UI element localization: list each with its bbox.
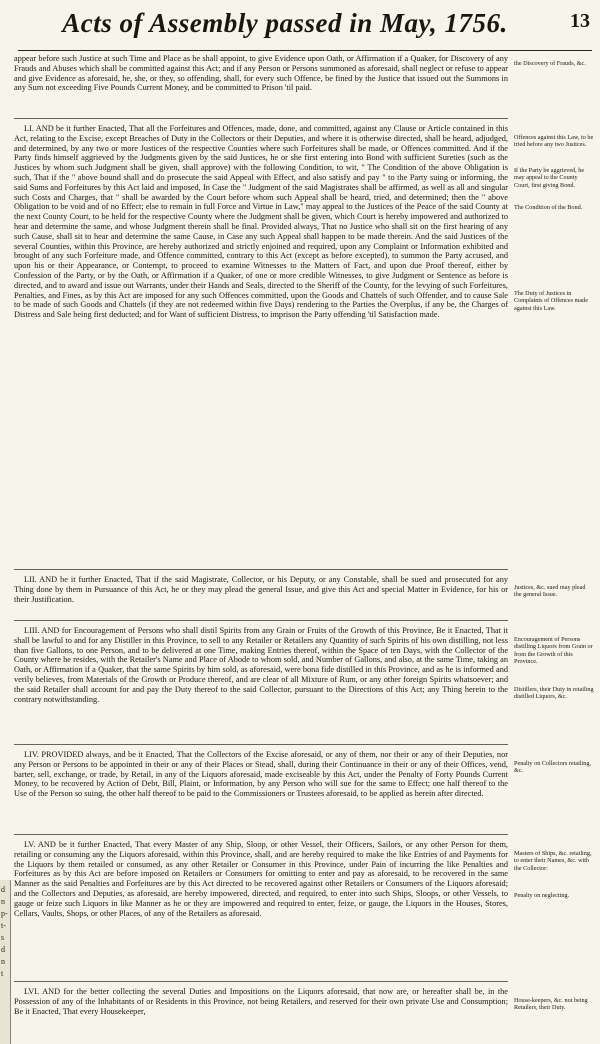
edge-fragment: t- (1, 921, 6, 930)
section-liv: LIV. PROVIDED always, and be it Enacted, That the Collectors of the Excise aforesaid, or any of them, nor their or any of their Deputies, nor any Person or Persons to be appointed in their or any of their Places or Stead, shall, during their Continuance in their or any of their Offices, vend, barter, sell, exchange, or trade, by Retail, in any of the Liquors aforesaid, made exciseable by this Act, under the Penalty of Forty Pounds Current Money, to be recovered by Action of Debt, Bill, Plaint, or Information, by any Person who will sue for the same to Effect; one half thereof to the Use of the Person so suing, the other half thereof to be paid to the Commissioners or Trustees aforesaid, to be applied as herein after directed. (14, 750, 508, 799)
section-divider (14, 834, 508, 835)
section-divider (14, 620, 508, 621)
edge-fragment: p- (1, 909, 8, 918)
margin-note: House-keepers, &c. not being Retailers, their Duty. (514, 997, 588, 1012)
edge-fragment: t (1, 969, 4, 978)
edge-fragment: d (1, 885, 5, 894)
margin-note: The Condition of the Bond. (514, 204, 583, 211)
paragraph-continuation: appear before such Justice at such Time and Place as he shall appoint, to give Evidence upon Oath, or Affirmation if a Quaker, for Discovery of any Frauds and Abuses which shall be committed against this Act; and if any Person or Persons summoned as aforesaid, shall neglect or refuse to appear and give Evidence as aforesaid, he, she, or they, so offending, shall, for every such Offence, be fined by the Justice that issued out the Summons in any Sum not exceeding Five Pounds Current Money, and be committed to Prison 'til paid. (14, 54, 508, 93)
section-lii: LII. AND be it further Enacted, That if the said Magistrate, Collector, or his Deputy, or any Constable, shall be sued and prosecuted for any Thing done by them in Pursuance of this Act, he or they may plead the general Issue, and give this Act and special Matter in Evidence, for his or their Justification. (14, 575, 508, 604)
margin-note: Justices, &c. sued may plead the general Issue. (514, 584, 586, 599)
section-divider (14, 118, 508, 119)
section-divider (14, 569, 508, 570)
edge-fragment: n (1, 957, 5, 966)
running-title: Acts of Assembly passed in May, 1756. (62, 8, 508, 38)
edge-fragment: s (1, 933, 5, 942)
section-divider (14, 744, 508, 745)
margin-note: If the Party be aggrieved, he may appeal to the County Court, first giving Bond. (514, 167, 585, 189)
page-number: 13 (570, 10, 590, 32)
section-lv: LV. AND be it further Enacted, That every Master of any Ship, Sloop, or other Vessel, their Officers, Sailors, or any other Person for them, retailing or consuming any the Liquors aforesaid, within this Province, shall, and are hereby required to make the like Entries of and Payments for the Liquors by them retailed or consumed, as any other Retailer or Consumer in this Province, under Pain of incurring the like Penalties and Forfeitures as by this Act are before imposed on Retailers or Consumers for omitting to enter and pay as aforesaid, to be recovered in the same Manner as the said Penalties and Forfeitures are by this Act directed to be recovered against other Retailers or Consumers of the Liquors aforesaid; and the Collectors and Deputies, as aforesaid, are hereby impowered, directed, and required, to enter into such Ships, Sloops, or other Vessels, to gauge or feize such Liquors in like Manner as he or they are impowered and required to enter, feize, or gauge, the Liquors in the Houses, Stores, Cellars, Vaults, Shops, or other Places, of any of the Retailers as aforesaid. (14, 840, 508, 918)
page-header (18, 6, 592, 51)
margin-note: Offences against this Law, to be tried before any two Justices. (514, 134, 594, 149)
margin-note: The Duty of Justices in Complaints of Offences made against this Law. (514, 290, 588, 312)
margin-note: Penalty on Collectors retailing, &c. (514, 760, 591, 775)
section-divider (14, 981, 508, 982)
margin-note: the Discovery of Frauds, &c. (514, 60, 586, 67)
edge-fragment: n (1, 897, 5, 906)
margin-note: Encouragement of Persons distilling Liquors from Grain or from the Growth of this Province. (514, 636, 593, 666)
margin-note: Penalty on neglecting. (514, 892, 570, 899)
edge-fragment: d (1, 945, 5, 954)
margin-note: Distillers, their Duty in retailing distilled Liquors, &c. (514, 686, 594, 701)
section-liii: LIII. AND for Encouragement of Persons who shall distil Spirits from any Grain or Fruits of the Growth of this Province, Be it Enacted, That it shall be lawful to and for any Distiller in this Province, to sell to any Retailer or Retailers any Quantity of such Spirits of his own distilling, not less than five Gallons, to one Person, and to be delivered at one Time, making Entries thereof, within the Space of ten Days, with the Collector of the County where he resides, with the Retailer's Name and Place of Abode to whom sold, and Number of Gallons, and also, at the same Time, taking an Oath, or Affirmation if a Quaker, that the same Spirits by him sold, as aforesaid, were bona fide distilled in this Province, and as he is informed and verily believes, from Materials of the Growth or Produce thereof, and are clear of all Mixture of Rum, or any other foreign Spirits whatsoever; and the said Retailer shall account for and pay the Duty thereof to the said Collector, pursuant to the Directions of this Act; any Thing herein to the contrary notwithstanding. (14, 626, 508, 704)
adjacent-page-fragments (1, 884, 10, 980)
section-li: LI. AND be it further Enacted, That all the Forfeitures and Offences, made, done, and committed, against any Clause or Article contained in this Act, relating to the Excise, except Breaches of Duty in the Collectors or their Deputies, and where it is otherwise directed, shall be heard, adjudged, and determined, by any two or more Justices of the respective Counties where such Forfeitures shall be made, or Offences committed. And if the Party finds himself aggrieved by the Judgments given by the said Justices, he or she first entering into Bond with sufficient Sureties (such as the Justices by whom such Judgment shall be given, shall approve) with the following Condition, to wit, " The Condition of the above Obligation is such, That if the " above bound shall and do prosecute the said Appeal with Effect, and also satisfy and pay " to the Party suing or informing, the said Sums and Forfeitures by this Act laid and imposed, In Case the " Judgment of the said Magistrates shall be affirmed, as well as all and singular such Costs and Charges, that " shall be awarded by the Court before whom such Appeal shall be heard, tried, and determined; then the " above Obligation to be void and of no Effect; else to remain in full Force and Virtue in Law," may appeal to the Justices of the Peace of the said County at the next County Court, to be held for the respective County where the Judgment shall be given, which Court is hereby impowered and authorized to hear and determine the same, and whose Judgment therein shall be final. Provided always, That no Justice who shall sit on the first hearing of any such Cause, shall sit to hear and determine the same Cause, in Case any such Appeal shall happen to be made therein. And the said Justices of the several Counties, within this Province, are hereby authorized and strictly enjoined and required, upon any Complaint or Information exhibited and brought of any such Forfeiture made, and Offence committed, contrary to this Act (except as before excepted), to summon the Party accused, and upon his or their Appearance, or Contempt, to proceed to examine Witnesses to the Matters of Fact, and upon due Proof thereof, either by Confession of the Party, or by the Oath, or Affirmation if a Quaker, of one or more credible Witnesses, to give Judgment or Sentence as before is directed, and to award and issue out Warrants, under their Hands and Seals, directed to the Sheriff of the County, for the levying of such Forfeitures, Penalties, and Fines, as by this Act are imposed for any such Offences committed, upon the Goods and Chattels of such Offender, and to cause Sale to be made of such Goods and Chattels (if they are not redeemed within five Days) rendering to the Parties the Overplus, if any be, the Charges of Distress and Sale being first deducted; and for Want of sufficient Distress, to imprison the Party offending 'til Satisfaction made. (14, 124, 508, 320)
section-lvi: LVI. AND for the better collecting the several Duties and Impositions on the Liquors aforesaid, that now are, or hereafter shall be, in the Possession of any of the Inhabitants of or Residents in this Province, not being Retailers, and reserved for their own private Use and Consumption; Be it Enacted, That every Housekeeper, (14, 987, 508, 1016)
margin-note: Masters of Ships, &c. retailing, to enter their Names, &c. with the Collector: (514, 850, 592, 872)
